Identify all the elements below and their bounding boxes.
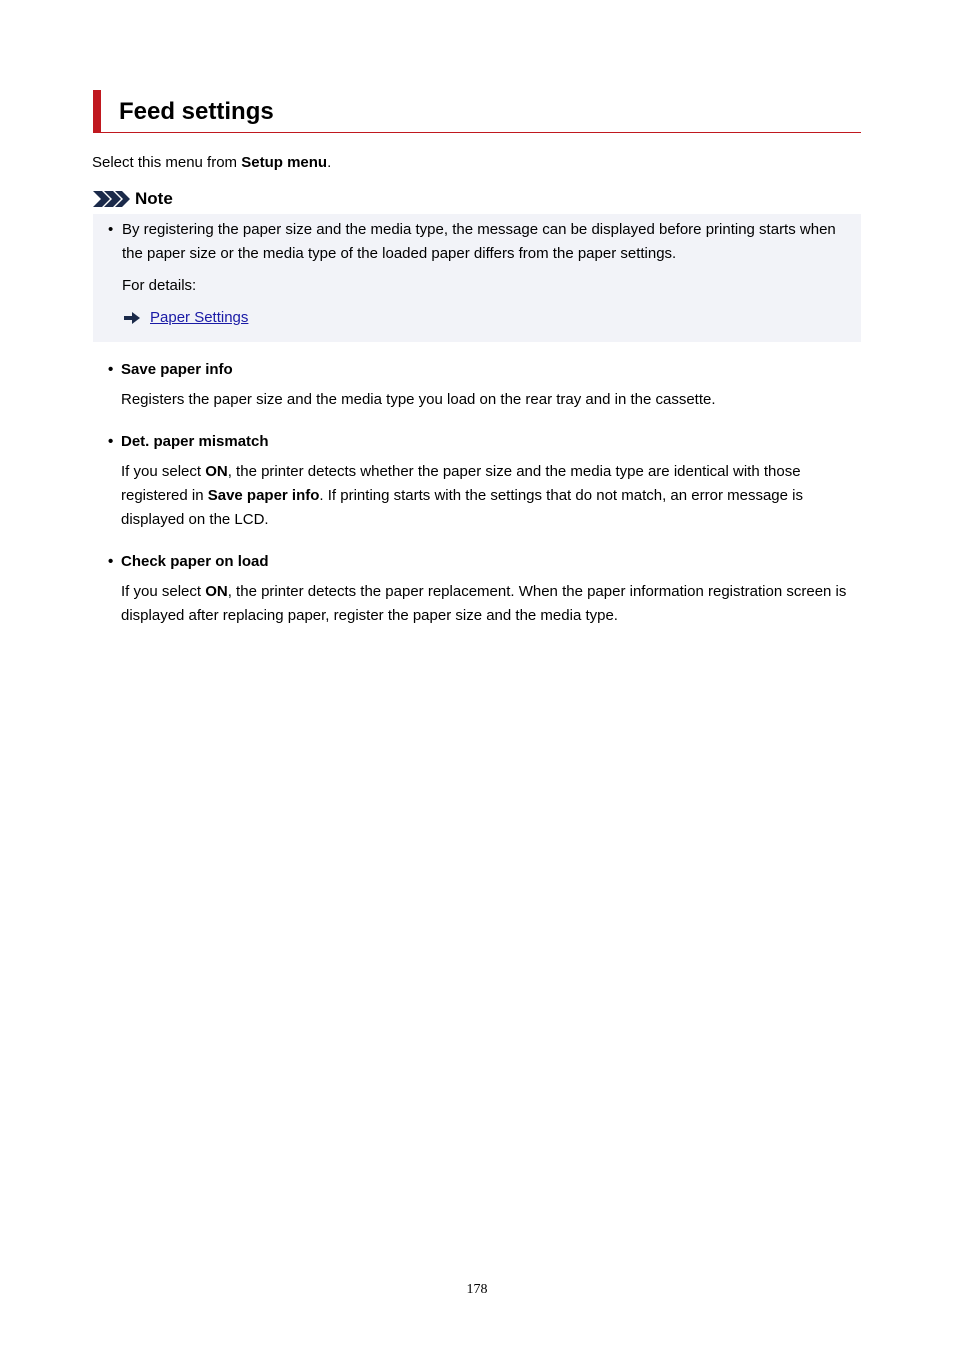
item-title: Save paper info — [121, 361, 233, 378]
item-description: Registers the paper size and the media type you load on the rear tray and in the cassette. — [121, 391, 716, 408]
note-bullet-text: By registering the paper size and the media type, the message can be displayed before printing starts when the paper size or the media type of the loaded paper differs from the paper settings. — [122, 221, 836, 262]
section-heading — [93, 90, 861, 133]
note-bullet-marker: • — [108, 221, 114, 238]
paper-settings-link[interactable]: Paper Settings — [150, 309, 249, 326]
page-number: 178 — [466, 1282, 488, 1297]
desc-text: , the printer detects the paper replacement. When the paper information registration screen is displayed after replacing paper, register the paper size and the media type. — [121, 583, 847, 624]
note-chevrons-icon — [93, 189, 131, 209]
desc-emphasis: Save paper info — [207, 487, 320, 504]
intro-suffix: . — [327, 154, 332, 171]
desc-text: , the printer detects whether the paper size and the media type are identical with those registered in — [121, 463, 801, 504]
item-description — [121, 460, 856, 532]
heading-accent-bar — [93, 90, 101, 133]
desc-text: If you select — [121, 583, 206, 600]
list-bullet-marker: • — [108, 553, 114, 570]
item-title: Check paper on load — [121, 553, 269, 570]
note-header — [93, 187, 173, 211]
page-title: Feed settings — [119, 98, 274, 125]
list-bullet-marker: • — [108, 361, 114, 378]
list-bullet-marker: • — [108, 433, 114, 450]
intro-menu-name: Setup menu — [241, 154, 328, 171]
note-box — [93, 214, 861, 342]
desc-text: If you select — [121, 463, 206, 480]
desc-emphasis: ON — [205, 583, 228, 600]
note-label: Note — [135, 189, 173, 208]
desc-emphasis: ON — [205, 463, 228, 480]
desc-text: . If printing starts with the settings that do not match, an error message is displayed on the LCD. — [121, 487, 803, 528]
item-title: Det. paper mismatch — [121, 433, 269, 450]
note-link-row — [124, 308, 248, 328]
note-details-label: For details: — [122, 277, 197, 294]
arrow-right-icon — [124, 312, 140, 324]
intro-text — [92, 153, 331, 173]
item-description — [121, 580, 856, 628]
intro-prefix: Select this menu from — [92, 154, 242, 171]
